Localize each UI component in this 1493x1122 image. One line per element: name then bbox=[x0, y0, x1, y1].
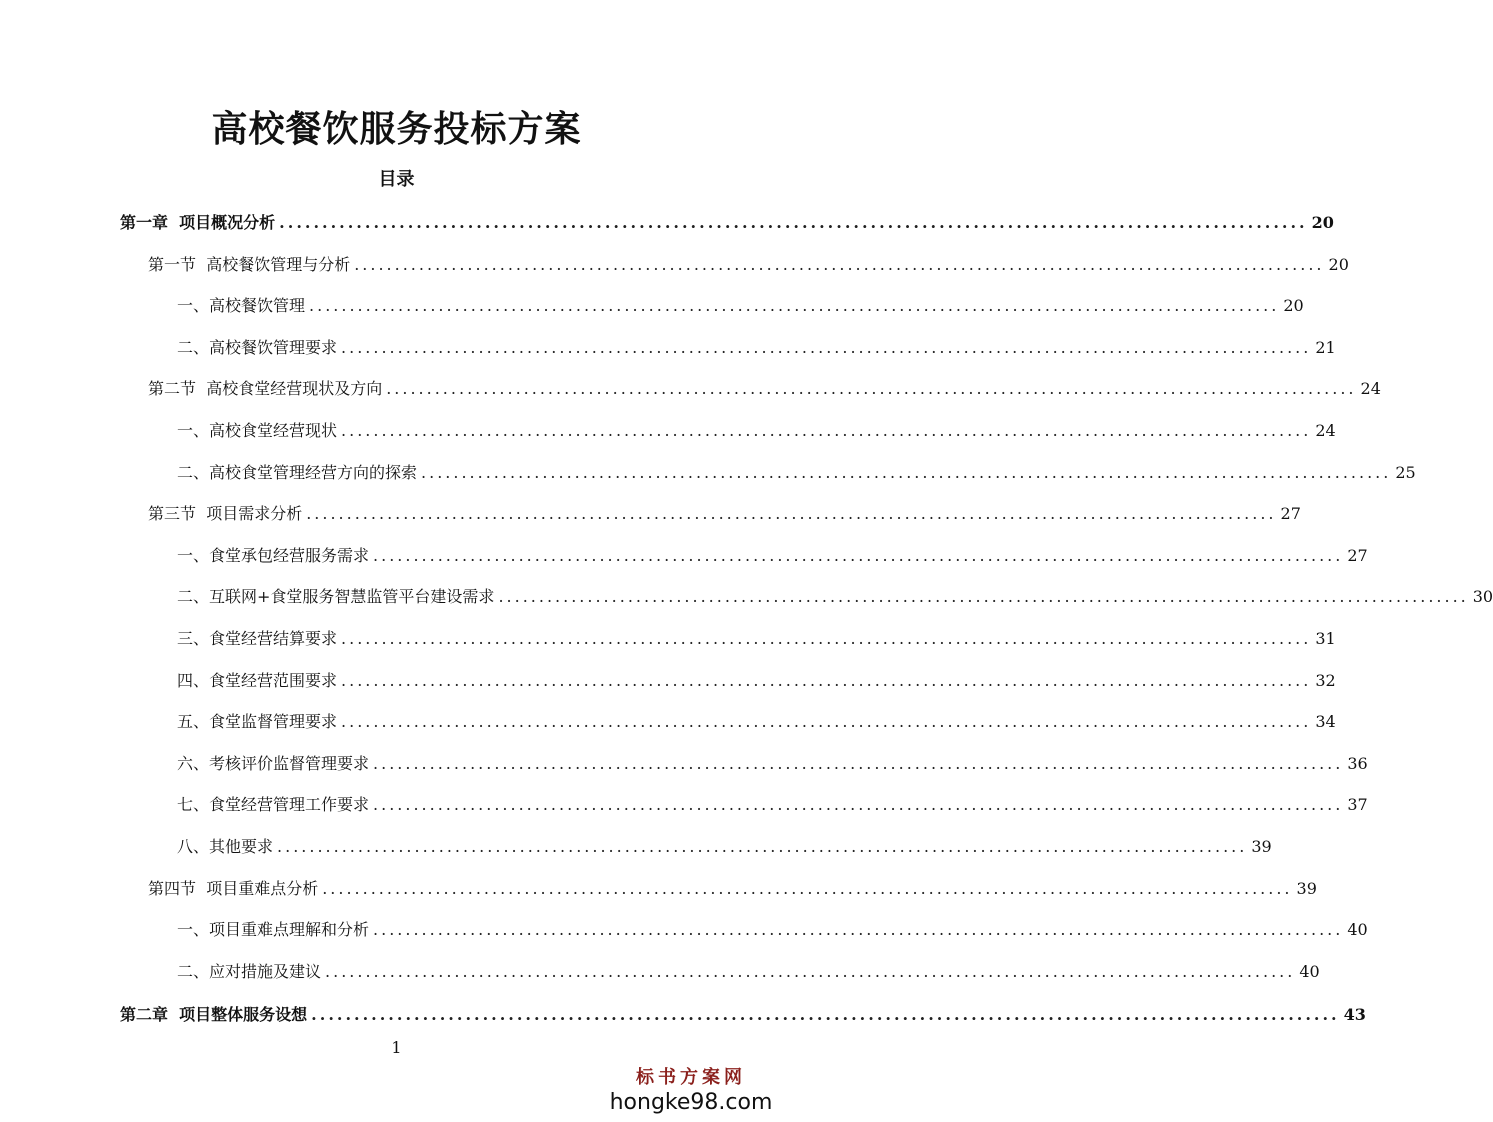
toc-entry-number: 第一章 bbox=[120, 213, 180, 232]
toc-entry-page: 27 bbox=[1347, 545, 1368, 565]
toc-dot-leader: ........................................................................................................................ bbox=[277, 837, 1248, 856]
toc-entry[interactable] bbox=[177, 668, 1336, 694]
toc-entry-number: 八、 bbox=[177, 837, 210, 856]
toc-entry[interactable] bbox=[177, 335, 1336, 361]
toc-entry-title: 食堂承包经营服务需求 bbox=[209, 545, 370, 565]
toc-entry-page: 36 bbox=[1347, 753, 1368, 773]
toc-dot-leader: ........................................................................................................................ bbox=[341, 629, 1312, 648]
toc-entry-page: 27 bbox=[1280, 504, 1301, 524]
watermark-logo bbox=[601, 1066, 781, 1116]
toc-entry-page: 20 bbox=[1328, 254, 1349, 274]
toc-entry-number: 一、 bbox=[177, 545, 210, 565]
toc-entry[interactable] bbox=[177, 460, 1416, 486]
toc-entry-number: 七、 bbox=[177, 795, 210, 815]
toc-entry-title: 高校餐饮管理要求 bbox=[209, 337, 338, 357]
toc-entry-title: 应对措施及建议 bbox=[209, 961, 322, 981]
toc-entry-title: 互联网+食堂服务智慧监管平台建设需求 bbox=[209, 587, 495, 607]
toc-entry-page: 37 bbox=[1347, 795, 1368, 815]
toc-entry-number: 二、 bbox=[177, 462, 210, 482]
toc-entry-page: 40 bbox=[1347, 920, 1368, 940]
toc-entry[interactable] bbox=[177, 418, 1336, 444]
toc-entry-title: 项目整体服务设想 bbox=[179, 1005, 308, 1025]
toc-entry[interactable] bbox=[177, 543, 1368, 569]
toc-dot-leader: ........................................................................................................................ bbox=[373, 920, 1344, 940]
toc-entry-title: 项目重难点理解和分析 bbox=[209, 920, 370, 940]
toc-entry-page: 20 bbox=[1311, 213, 1334, 232]
page-number: 1 bbox=[391, 1038, 402, 1057]
toc-entry[interactable] bbox=[148, 876, 1317, 902]
toc-entry-page: 24 bbox=[1360, 379, 1381, 399]
toc-entry-page: 21 bbox=[1315, 337, 1336, 357]
toc-entry-title: 项目重难点分析 bbox=[206, 878, 319, 898]
toc-dot-leader: ........................................................................................................................ bbox=[386, 379, 1357, 399]
toc-heading: 目录 bbox=[378, 169, 415, 190]
toc-entry[interactable] bbox=[148, 252, 1349, 278]
toc-entry-page: 20 bbox=[1283, 296, 1304, 316]
toc-entry-title: 高校食堂经营现状 bbox=[209, 421, 338, 440]
toc-entry-page: 34 bbox=[1315, 712, 1336, 732]
toc-entry[interactable] bbox=[148, 501, 1301, 527]
toc-entry-page: 31 bbox=[1315, 629, 1336, 648]
toc-entry-page: 39 bbox=[1251, 837, 1272, 856]
toc-entry-number: 第二节 bbox=[148, 379, 207, 399]
toc-dot-leader: ........................................................................................................................ bbox=[373, 753, 1344, 773]
toc-entry-number: 二、 bbox=[177, 337, 210, 357]
toc-entry-title: 食堂经营结算要求 bbox=[209, 629, 338, 648]
toc-entry-number: 一、 bbox=[177, 421, 210, 440]
toc-entry[interactable] bbox=[148, 376, 1381, 402]
toc-entry-number: 第一节 bbox=[148, 254, 207, 274]
toc-entry-page: 30 bbox=[1472, 587, 1493, 607]
toc-entry-title: 考核评价监督管理要求 bbox=[209, 753, 370, 773]
toc-entry-number: 五、 bbox=[177, 712, 210, 732]
toc-dot-leader: ........................................................................................................................ bbox=[341, 670, 1312, 690]
toc-dot-leader: ........................................................................................................................ bbox=[306, 504, 1277, 524]
toc-entry[interactable] bbox=[177, 834, 1272, 860]
toc-dot-leader: ........................................................................................................................ bbox=[325, 961, 1296, 981]
toc-dot-leader: ........................................................................................................................ bbox=[311, 1005, 1340, 1025]
toc-entry-title: 项目需求分析 bbox=[206, 504, 303, 524]
toc-entry[interactable] bbox=[177, 584, 1493, 610]
toc-entry[interactable] bbox=[177, 959, 1320, 985]
toc-entry-page: 39 bbox=[1296, 878, 1317, 898]
toc-dot-leader: ........................................................................................................................ bbox=[498, 587, 1469, 607]
toc-entry-number: 一、 bbox=[177, 920, 210, 940]
toc-entry[interactable] bbox=[177, 626, 1336, 652]
toc-entry-title: 高校食堂管理经营方向的探索 bbox=[209, 462, 418, 482]
toc-dot-leader: ........................................................................................................................ bbox=[373, 795, 1344, 815]
toc-entry-page: 25 bbox=[1395, 462, 1416, 482]
toc-entry-title: 高校餐饮管理与分析 bbox=[206, 254, 351, 274]
toc-entry-title: 高校餐饮管理 bbox=[209, 296, 306, 316]
toc-entry-title: 食堂经营管理工作要求 bbox=[209, 795, 370, 815]
toc-dot-leader: ........................................................................................................................ bbox=[309, 296, 1280, 316]
toc-entry[interactable] bbox=[177, 792, 1368, 818]
toc-entry-number: 三、 bbox=[177, 629, 210, 648]
toc-entry-number: 四、 bbox=[177, 670, 210, 690]
watermark-brand: 标书方案网 bbox=[636, 1067, 746, 1088]
toc-entry-title: 高校食堂经营现状及方向 bbox=[206, 379, 383, 399]
toc-entry-page: 40 bbox=[1299, 961, 1320, 981]
toc-entry-page: 24 bbox=[1315, 421, 1336, 440]
toc-entry[interactable] bbox=[177, 917, 1368, 943]
toc-dot-leader: ........................................................................................................................ bbox=[421, 462, 1392, 482]
toc-dot-leader: ........................................................................................................................ bbox=[322, 878, 1293, 898]
toc-entry-page: 32 bbox=[1315, 670, 1336, 690]
toc-entry-number: 第三节 bbox=[148, 504, 207, 524]
toc-entry-title: 其他要求 bbox=[209, 837, 274, 856]
toc-dot-leader: ........................................................................................................................ bbox=[354, 254, 1325, 274]
toc-entry-page: 43 bbox=[1343, 1005, 1366, 1025]
toc-entry-number: 第四节 bbox=[148, 878, 207, 898]
toc-entry-number: 一、 bbox=[177, 296, 210, 316]
toc-entry-title: 食堂经营范围要求 bbox=[209, 670, 338, 690]
toc-entry-title: 食堂监督管理要求 bbox=[209, 712, 338, 732]
toc-dot-leader: ........................................................................................................................ bbox=[341, 421, 1312, 440]
toc-entry-number: 二、 bbox=[177, 587, 210, 607]
toc-dot-leader: ........................................................................................................................ bbox=[341, 337, 1312, 357]
toc-entry[interactable] bbox=[120, 210, 1334, 236]
toc-entry-title: 项目概况分析 bbox=[179, 213, 276, 232]
toc-entry[interactable] bbox=[177, 751, 1368, 777]
toc-entry-number: 第二章 bbox=[120, 1005, 180, 1025]
toc-dot-leader: ........................................................................................................................ bbox=[279, 213, 1308, 232]
watermark-url: hongke98.com bbox=[609, 1090, 773, 1115]
toc-entry[interactable] bbox=[120, 1002, 1366, 1028]
toc-entry-number: 二、 bbox=[177, 961, 210, 981]
toc-dot-leader: ........................................................................................................................ bbox=[341, 712, 1312, 732]
toc-entry-number: 六、 bbox=[177, 753, 210, 773]
toc-entry[interactable] bbox=[177, 293, 1304, 319]
document-title: 高校餐饮服务投标方案 bbox=[211, 108, 582, 150]
toc-entry[interactable] bbox=[177, 709, 1336, 735]
toc-dot-leader: ........................................................................................................................ bbox=[373, 545, 1344, 565]
